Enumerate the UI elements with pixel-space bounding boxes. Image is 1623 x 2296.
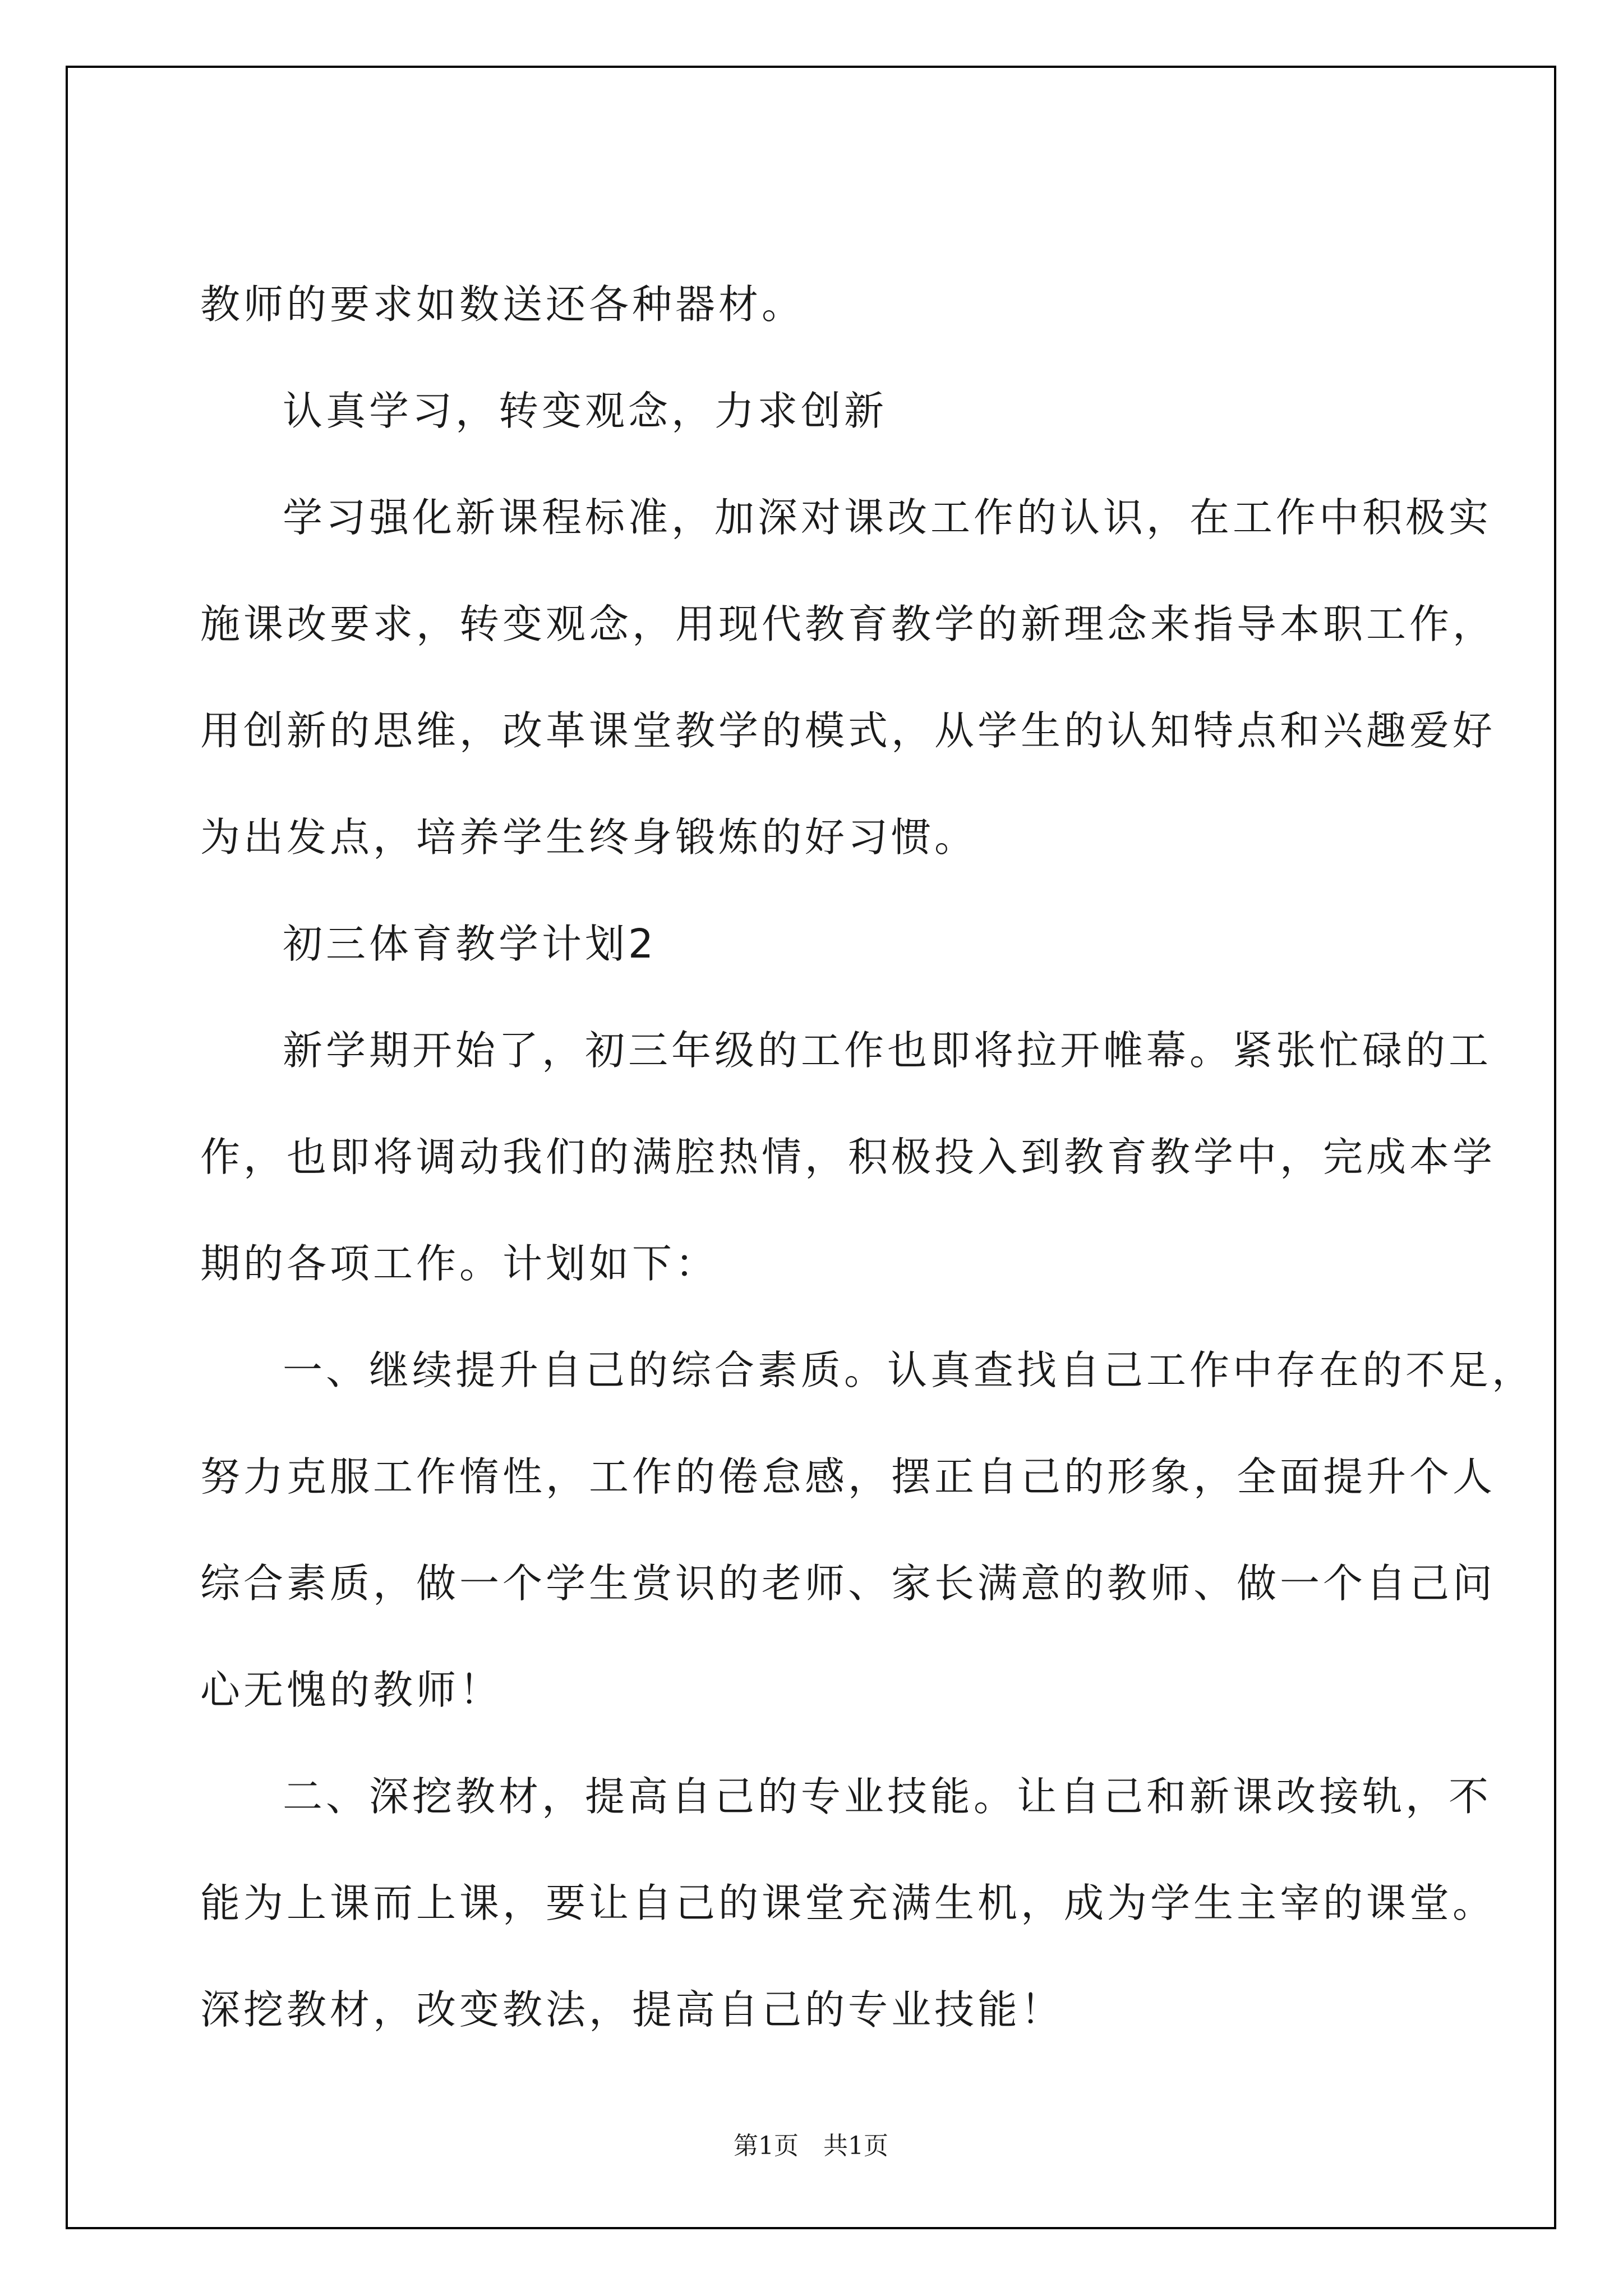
text-line: 认真学习，转变观念，力求创新 (283, 388, 888, 434)
text-line: 能为上课而上课，要让自己的课堂充满生机，成为学生主宰的课堂。 (200, 1880, 1496, 1926)
text-line: 用创新的思维，改革课堂教学的模式，从学生的认知特点和兴趣爱好 (200, 707, 1496, 754)
text-line: 教师的要求如数送还各种器材。 (200, 281, 805, 328)
text-line: 期的各项工作。计划如下： (200, 1240, 719, 1287)
text-line: 为出发点，培养学生终身锻炼的好习惯。 (200, 814, 978, 861)
text-line: 学习强化新课程标准，加深对课改工作的认识，在工作中积极实 (283, 494, 1492, 541)
text-line: 心无愧的教师！ (200, 1667, 503, 1713)
page-number-footer: 第1页 共1页 (734, 2132, 888, 2160)
text-line: 施课改要求，转变观念，用现代教育教学的新理念来指导本职工作， (200, 601, 1496, 647)
text-line: 一、继续提升自己的综合素质。认真查找自己工作中存在的不足， (283, 1347, 1536, 1393)
text-line: 作，也即将调动我们的满腔热情，积极投入到教育教学中，完成本学 (200, 1134, 1496, 1180)
text-line: 二、深挖教材，提高自己的专业技能。让自己和新课改接轨，不 (283, 1773, 1492, 1820)
text-line: 深挖教材，改变教法，提高自己的专业技能！ (200, 1986, 1064, 2033)
page-frame (66, 66, 1556, 2229)
text-line: 新学期开始了，初三年级的工作也即将拉开帷幕。紧张忙碌的工 (283, 1027, 1492, 1074)
text-line: 综合素质，做一个学生赏识的老师、家长满意的教师、做一个自己问 (200, 1560, 1496, 1607)
text-line: 努力克服工作惰性，工作的倦怠感，摆正自己的形象，全面提升个人 (200, 1453, 1496, 1500)
document-body (68, 68, 1554, 2227)
text-line: 初三体育教学计划2 (283, 921, 657, 967)
